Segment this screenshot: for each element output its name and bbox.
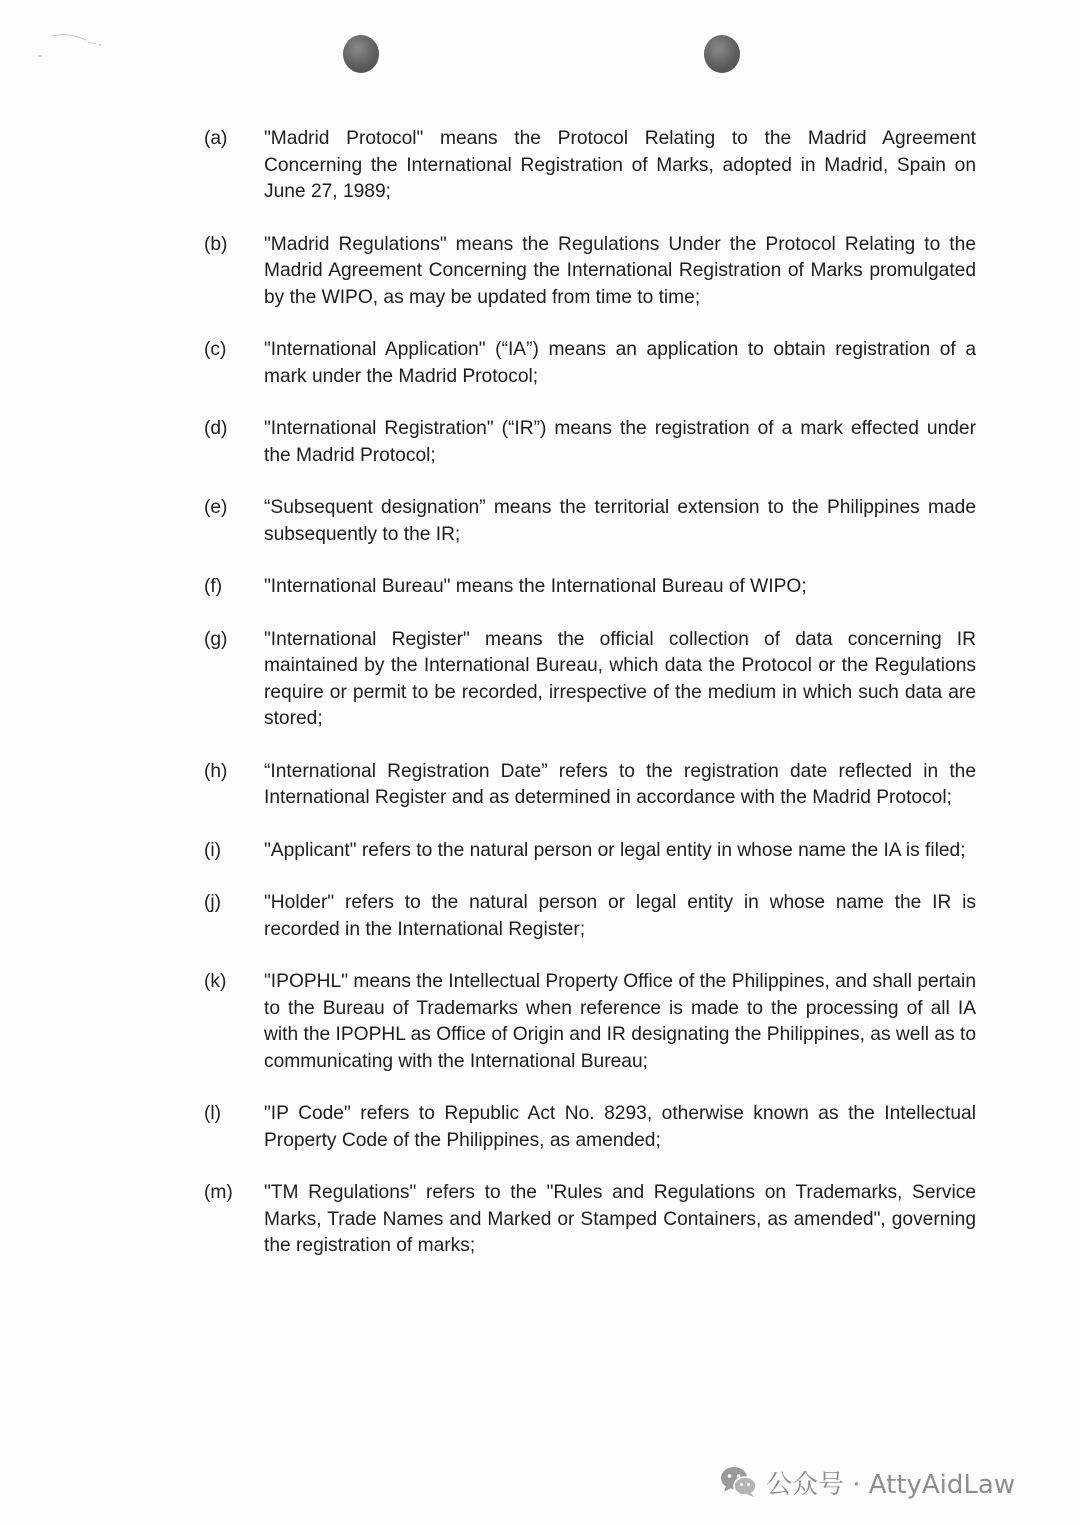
definition-item — [204, 495, 976, 548]
punch-hole-left — [343, 35, 379, 73]
definition-label: (c) — [204, 339, 227, 360]
definition-text: "Madrid Protocol" means the Protocol Relating to the Madrid Agreement Concerning the International Registration of Marks, adopted in Madrid, Spain on June 27, 1989; — [264, 128, 976, 202]
definition-item — [204, 1101, 976, 1154]
definition-item — [204, 969, 976, 1075]
definition-text: "TM Regulations" refers to the "Rules and Regulations on Trademarks, Service Marks, Trade Names and Marked or Stamped Containers, as amended", governing the registration of marks; — [264, 1182, 976, 1256]
definition-item — [204, 1180, 976, 1260]
definition-text: "IPOPHL" means the Intellectual Property Office of the Philippines, and shall pertain to the Bureau of Trademarks when reference is made to the processing of all IA with the IPOPHL as Office of Origin and IR designating the Philippines, as well as to communicating with the International Bureau; — [264, 971, 976, 1072]
definitions-list — [204, 126, 976, 1286]
watermark — [720, 1460, 1015, 1504]
definition-label: (a) — [204, 128, 228, 149]
definition-label: (b) — [204, 233, 228, 255]
definition-text: "Applicant" refers to the natural person or legal entity in whose name the IA is filed; — [264, 839, 966, 861]
definition-item — [204, 337, 976, 390]
watermark-text: 公众号 · AttyAidLaw — [766, 1469, 1016, 1500]
definition-text: “International Registration Date” refers to the registration date reflected in the International Register and as determined in accordance with the Madrid Protocol; — [264, 760, 976, 808]
definition-text: "International Registration" (“IR”) means the registration of a mark effected under the Madrid Protocol; — [264, 418, 976, 466]
definition-text: "International Register" means the official collection of data concerning IR maintained by the International Bureau, which data the Protocol or the Regulations require or permit to be recorded, irrespective of the medium in which such data are stored; — [264, 628, 976, 729]
definition-item — [204, 838, 976, 865]
definition-item — [204, 890, 976, 943]
definition-label: (m) — [204, 1182, 233, 1203]
definition-item — [204, 759, 976, 812]
definition-item — [204, 232, 976, 312]
definition-text: "International Application" (“IA”) means an application to obtain registration of a mark under the Madrid Protocol; — [264, 339, 976, 387]
definition-label: (e) — [204, 497, 228, 518]
definition-text: "Madrid Regulations" means the Regulations Under the Protocol Relating to the Madrid Agreement Concerning the International Registration of Marks promulgated by the WIPO, as may be updated from time to time; — [264, 233, 976, 308]
definition-label: (f) — [204, 576, 223, 597]
punch-hole-right — [704, 35, 740, 73]
definition-text: “Subsequent designation” means the territorial extension to the Philippines made subsequently to the IR; — [264, 497, 976, 545]
wechat-icon — [720, 1465, 758, 1499]
definition-label: (k) — [204, 971, 227, 992]
definition-label: (l) — [204, 1103, 222, 1124]
definition-label: (d) — [204, 418, 228, 439]
definition-label: (g) — [204, 628, 228, 650]
definition-label: (i) — [204, 839, 222, 861]
definition-item — [204, 627, 976, 733]
definition-label: (j) — [204, 892, 222, 913]
definition-item — [204, 574, 976, 601]
definition-text: "Holder" refers to the natural person or legal entity in whose name the IR is recorded in the International Register; — [264, 892, 976, 940]
scan-artifact — [38, 30, 108, 60]
definition-text: "International Bureau" means the International Bureau of WIPO; — [264, 576, 807, 597]
definition-item — [204, 126, 976, 206]
definition-item — [204, 416, 976, 469]
definition-label: (h) — [204, 760, 228, 782]
definition-text: "IP Code" refers to Republic Act No. 8293, otherwise known as the Intellectual Property Code of the Philippines, as amended; — [264, 1103, 976, 1151]
